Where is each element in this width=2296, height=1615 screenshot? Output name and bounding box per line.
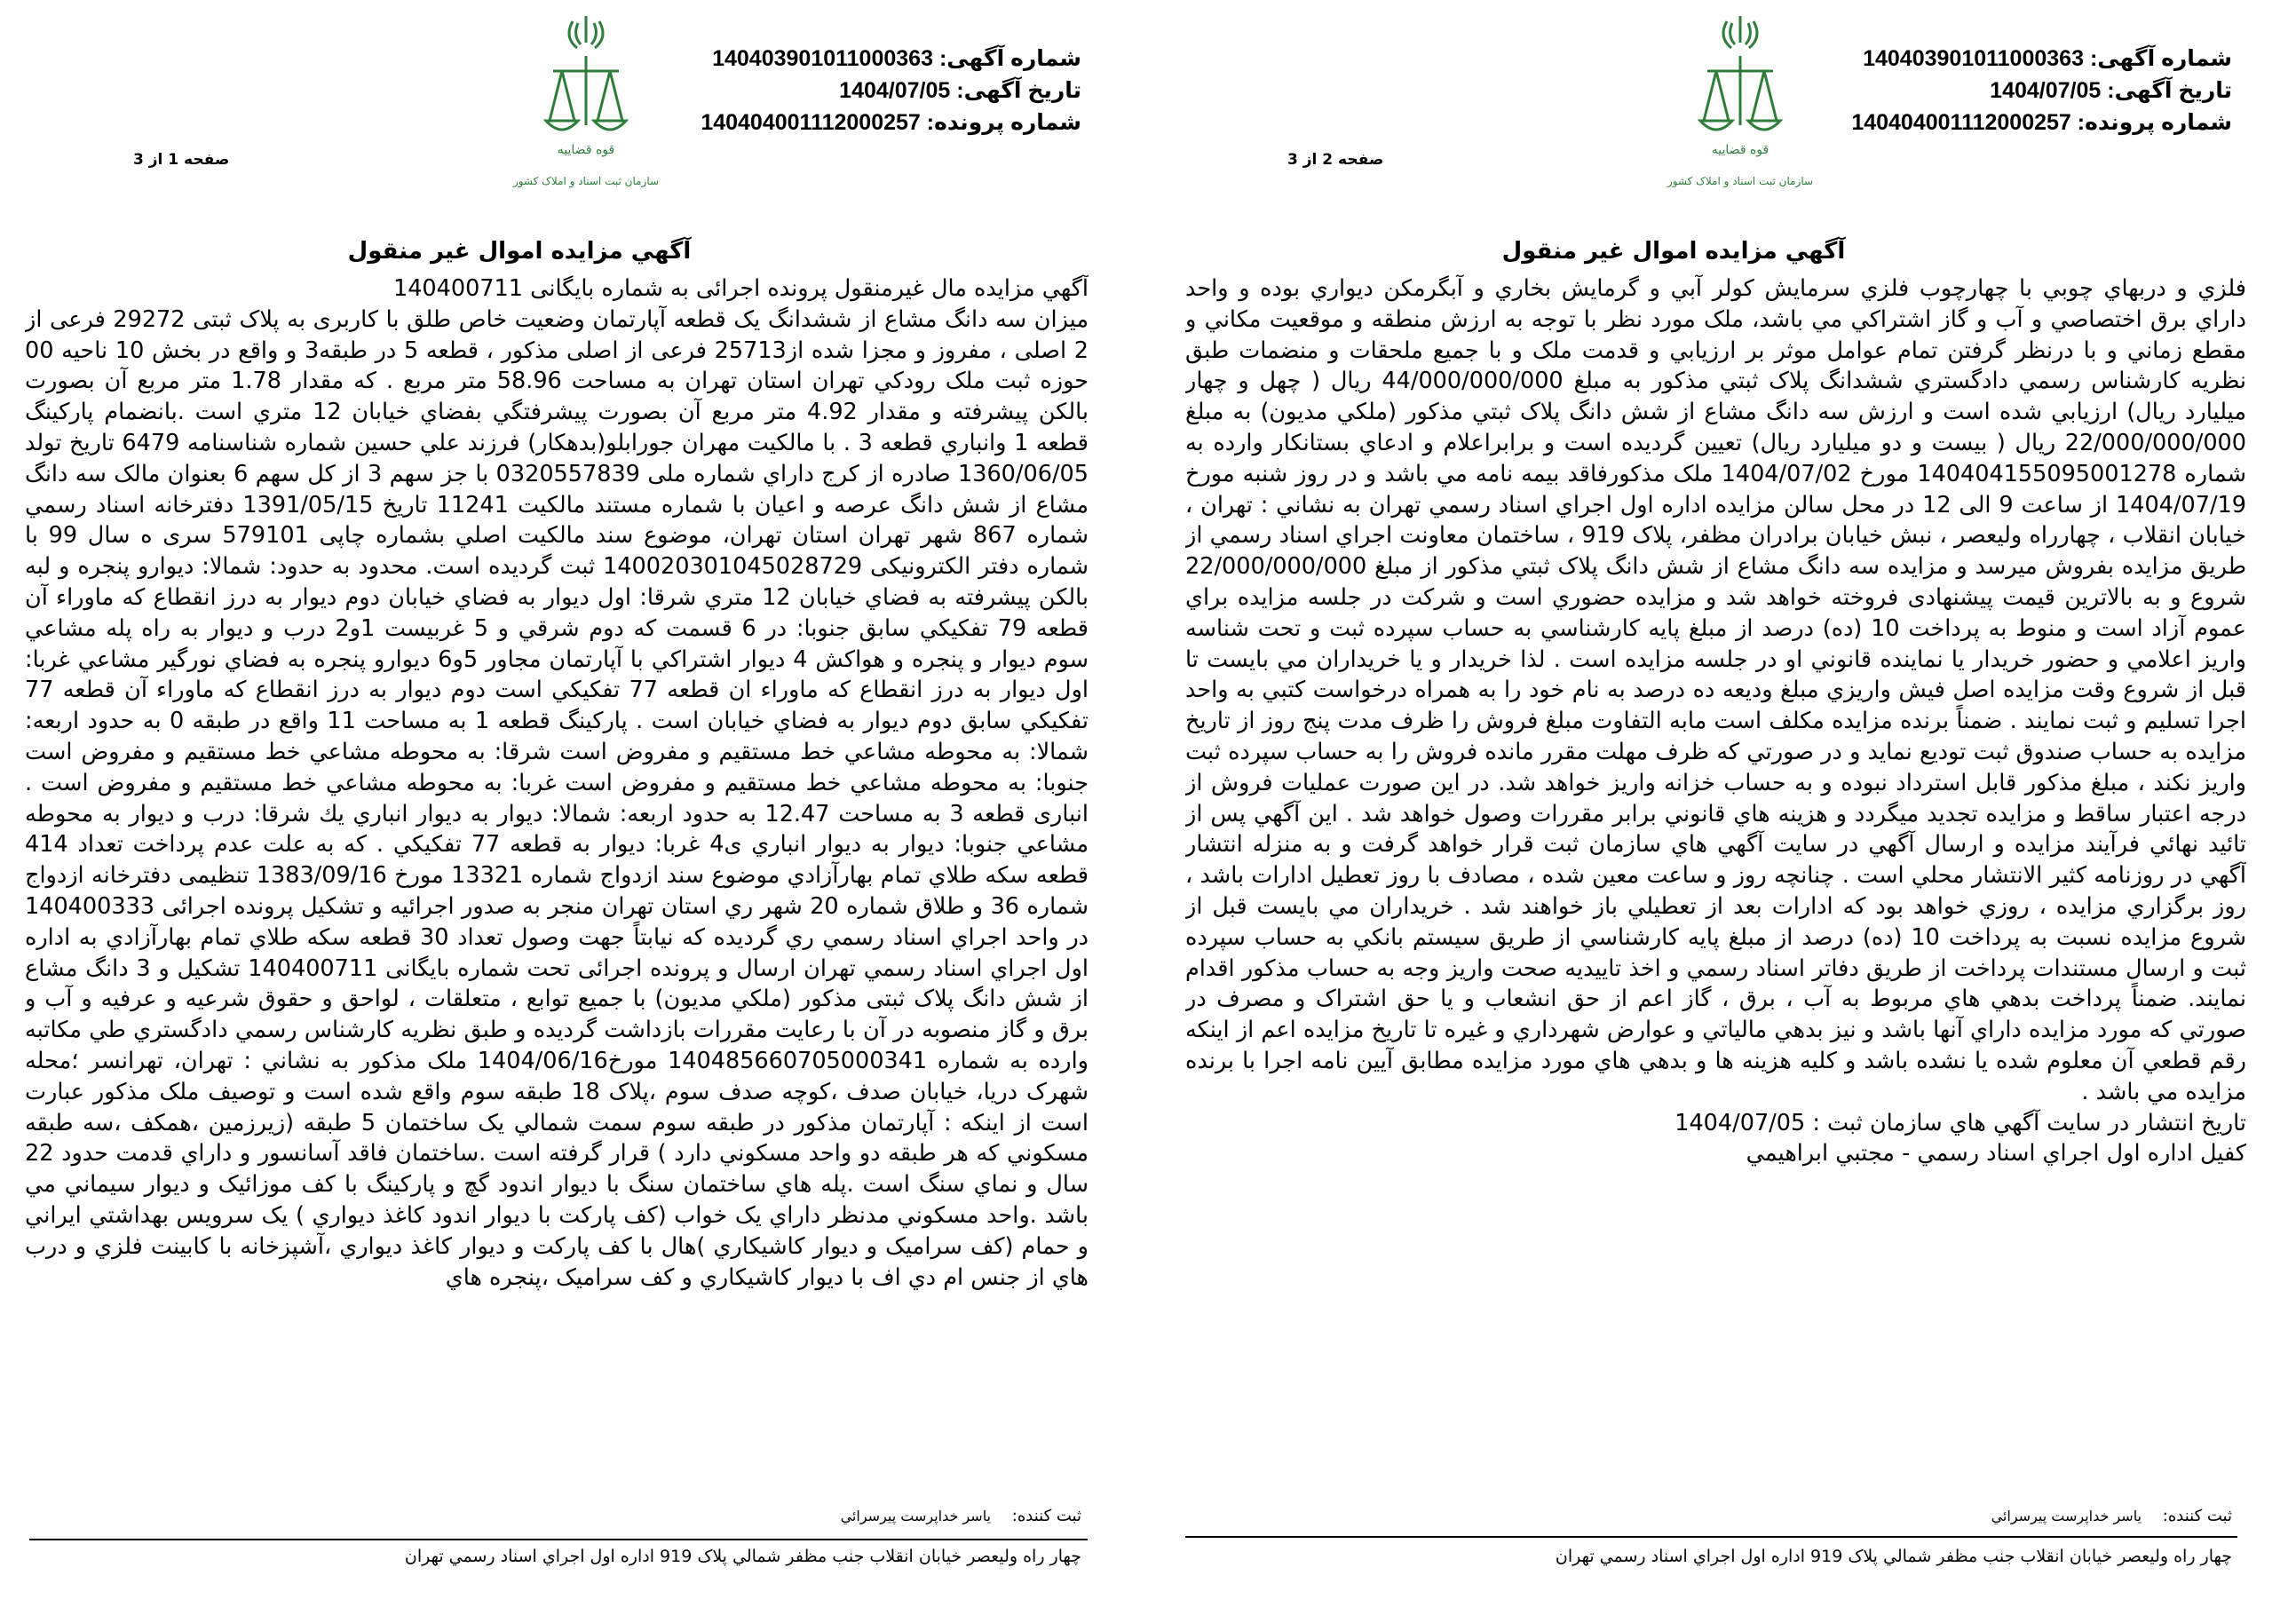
footer-divider xyxy=(29,1539,1088,1540)
footer-address: چهار راه وليعصر خيابان انقلاب جنب مظفر شمالي پلاک 919 اداره اول اجراي اسناد رسمي تهران xyxy=(404,1547,1081,1566)
registrar xyxy=(841,1507,1081,1525)
notice-meta xyxy=(1851,43,2232,139)
ad-number: 140403901011000363 xyxy=(712,46,933,71)
ad-date-label: تاریخ آگهی: xyxy=(956,78,1081,103)
logo-text-line-1: قوه قضاییه xyxy=(557,143,615,157)
registrar-name: ياسر خداپرست پيرسرائي xyxy=(1991,1508,2142,1524)
notice-paragraph: فلزي و دربهاي چوبي با چهارچوب فلزي سرمايش كولر آبي و گرمايش بخاري و آبگرمكن ديواري بوده و واحد داراي برق اختصاصي و آب و گاز اشتراكي مي باشد، ملک مورد نظر با توجه به ارزش منطقه و موقعيت مكاني و مقطع زماني و با درنظر گرفتن تمام عوامل موثر بر ارزيابي و قدمت ملک و با جميع ملحقات و منضمات طبق نظريه كارشناس رسمي دادگستري ششدانگ پلاک ثبتي مذكور به مبلغ 44/000/000/000 ريال ( چهل و چهار ميليارد ريال) ارزيابي شده است و ارزش سه دانگ مشاع از شش دانگ پلاک ثبتي مذكور (ملكي مديون) به مبلغ 22/000/000/000 ريال ( بيست و دو ميليارد ريال) تعيين گرديده است و برابراعلام و ادعاي بستانكار وارده به شماره 140404155095001278 مورخ 1404/07/02 ملک مذكورفاقد بيمه نامه مي باشد و در روز شنبه مورخ 1404/07/19 از ساعت 9 الی 12 در محل سالن مزايده اداره اول اجراي اسناد رسمي تهران به نشاني : تهران ، خيابان انقلاب ، چهارراه وليعصر ، نبش خيابان برادران مظفر، پلاک 919 ، ساختمان معاونت اجراي اسناد رسمي از طريق مزايده بفروش ميرسد و مزايده سه دانگ مشاع از شش دانگ پلاک ثبتي مذكور از مبلغ 22/000/000/000 شروع و به بالاترين قيمت پيشنهادی فروخته خواهد شد و مزايده حضوري است و شركت در جلسه مزايده براي عموم آزاد است و منوط به پرداخت 10 (ده) درصد از مبلغ پايه كارشناسي به حساب سپرده ثبت و تحت شناسه واريز اعلامي و حضور خريدار يا نماينده قانوني او در جلسه مزايده است . لذا خريدار و يا خريداران مي بايست تا قبل از شروع وقت مزايده اصل فيش واريزي مبلغ وديعه ده درصد به نام خود را به همراه درخواست كتبي به واحد اجرا تسليم و ثبت نمايند . ضمناً برنده مزايده مكلف است مابه التفاوت مبلغ فروش را ظرف مدت پنج روز از تاريخ مزايده به حساب صندوق ثبت توديع نمايد و در صورتي كه ظرف مهلت مقرر مانده فروش را به حساب سپرده ثبت واريز نكند ، مبلغ مذكور قابل استرداد نبوده و به حساب خزانه واريز خواهد شد. در اين صورت عمليات فروش از درجه اعتبار ساقط و مزايده تجديد ميگردد و هزينه هاي قانوني برابر مقررات وصول خواهد شد . اين آگهي پس از تائيد نهائي فرآيند مزايده و ارسال آگهي در سايت آگهي هاي سازمان ثبت قرار خواهد گرفت و به منزله انتشار آگهي در روزنامه كثير الانتشار محلي است . چنانچه روز و ساعت معين شده ، مصادف با روز تعطيل ادارات باشد ، روز برگزاري مزايده ، روزي خواهد بود كه ادارات بعد از تعطيلي باز خواهند شد . خريداران مي بايست قبل از شروع مزايده نسبت به پرداخت 10 (ده) درصد از مبلغ پايه كارشناسي از طريق سيستم بانكي به حساب سپرده ثبت و ارسال مستندات پرداخت از طريق دفاتر اسناد رسمي و اخذ تاييديه صحت واريز وجه به حساب مذكور اقدام نمايند. ضمناً پرداخت بدهي هاي مربوط به آب ، برق ، گاز اعم از حق انشعاب و يا حق اشتراک و مصرف در صورتي كه مورد مزايده داراي آنها باشد و نيز بدهي مالياتي و عوارض شهرداري و غيره تا تاريخ مزايده اعم از اينكه رقم قطعي آن معلوم شده يا نشده باشد و كليه هزينه ها و بدهي هاي مورد مزايده مطابق آيين نامه اجرا با برنده مزايده مي باشد . xyxy=(1185,275,2246,1105)
notice-body xyxy=(1185,273,2246,1339)
footer-divider xyxy=(1185,1536,2237,1538)
ad-number-label: شماره آگهی: xyxy=(938,46,1081,71)
notice-paragraph: ميزان سه دانگ مشاع از ششدانگ يک قطعه آپارتمان وضعيت خاص طلق با كاربری به پلاک ثبتی 29272 فرعی از 2 اصلی ، مفروز و مجزا شده از25713 فرعی از اصلی مذكور ، قطعه 5 در طبقه3 و واقع در بخش 10 ناحيه 00 حوزه ثبت ملک رودكي تهران استان تهران به مساحت 58.96 متر مربع . كه مقدار 1.78 متر مربع آن بصورت بالكن پيشرفته و مقدار 4.92 متر مربع آن بصورت پيشرفتگي بفضاي خيابان 12 متري است .بانضمام پاركينگ قطعه 1 وانباري قطعه 3 . با مالكيت مهران جورابلو(بدهكار) فرزند علي حسين شماره شناسنامه 6479 تاريخ تولد 1360/06/05 صادره از كرج داراي شماره ملی 0320557839 با جز سهم 3 از كل سهم 6 بعنوان مالک سه دانگ مشاع از شش دانگ عرصه و اعيان با شماره مستند مالكيت 11241 تاريخ 1391/05/15 دفترخانه اسناد رسمي شماره 867 شهر تهران استان تهران، موضوع سند مالكيت اصلي بشماره چاپی 579101 سری ه سال 99 با شماره دفتر الكترونيكی 140020301045028729 ثبت گرديده است. محدود به حدود: شمالا: ديوارو پنجره و لبه بالكن پيشرفته به فضاي خيابان 12 متري شرقا: اول ديوار به فضاي خيابان دوم ديوار به درز انقطاع كه ماوراء آن قطعه 79 تفكيكي سابق جنوبا: در 6 قسمت كه دوم شرقي و 5 غربيست 1و2 درب و ديوار به راه پله مشاعي سوم ديوار و پنجره و هواكش 4 ديوار اشتراكي با آپارتمان مجاور 5و6 ديوارو پنجره به فضاي نورگير مشاعي غربا: اول ديوار به درز انقطاع كه ماوراء ان قطعه 77 تفكيكي است دوم ديوار به درز انقطاع كه ماوراء آن قطعه 77 تفكيكي سابق دوم ديوار به فضاي خيابان است . پاركينگ قطعه 1 به مساحت 11 واقع در طبقه 0 به حدود اربعه: شمالا: به محوطه مشاعي خط مستقيم و مفروض است شرقا: به محوطه مشاعي خط مستقيم و مفروض است جنوبا: به محوطه مشاعي خط مستقيم و مفروض است غربا: به محوطه مشاعي خط مستقيم و مفروض است . انباری قطعه 3 به مساحت 12.47 به حدود اربعه: شمالا: ديوار به ديوار انباري يك شرقا: درب و ديوار به محوطه مشاعي جنوبا: ديوار به ديوار انباري ی4 غربا: ديوار به قطعه 77 تفكيكي . كه به علت عدم پرداخت تعداد 414 قطعه سكه طلاي تمام بهارآزادي موضوع سند ازدواج شماره 13321 مورخ 1383/09/16 تنظيمی دفترخانه ازدواج شماره 36 و طلاق شماره 20 شهر ري استان تهران منجر به صدور اجرائيه و تشكيل پرونده اجرائی 140400333 در واحد اجراي اسناد رسمي ري گرديده كه نيابتاً جهت وصول تعداد 30 قطعه سكه طلاي تمام بهارآزادي به اداره اول اجراي اسناد رسمي تهران ارسال و پرونده اجرائی تحت شماره بايگانی 140400711 تشكيل و 3 دانگ مشاع از شش دانگ پلاک ثبتی مذكور (ملكي مديون) با جميع توابع ، متعلقات ، لواحق و حقوق شرعيه و عرفيه و آب و برق و گاز منصوبه در آن با رعايت مقررات بازداشت گرديده و طبق نظريه كارشناس رسمي دادگستري طي مكاتبه وارده به شماره 140485660705000341 مورخ1404/06/16 ملک مذكور به نشاني : تهران، تهرانسر ؛محله شهرک دريا، خيابان صدف ،كوچه صدف سوم ،پلاک 18 طبقه سوم واقع شده است و توصيف ملک مذكور عبارت است از اينكه : آپارتمان مذكور در طبقه سوم سمت شمالي يک ساختمان 5 طبقه (زيرزمين ،همكف ،سه طبقه مسكوني كه هر طبقه دو واحد مسكوني دارد ) قرار گرفته است .ساختمان فاقد آسانسور و داراي قدمت حدود 22 سال و نماي سنگ است .پله هاي ساختمان سنگ با ديوار اندود گچ و پاركينگ با كف موزائيک و ديوار سيماني مي باشد .واحد مسكوني مدنظر داراي يک خواب (كف پاركت با ديوار اندود كاغذ ديواري ) يک سرويس بهداشتي ايراني و حمام (كف سراميک و ديوار كاشيكاري )هال با كف پاركت و ديوار كاغذ ديواري ،آشپزخانه با كابينت فلزي و درب هاي از جنس ام دي اف با ديوار كاشيكاري و كف سراميک ،پنجره هاي xyxy=(25,305,1089,1291)
publication-date: تاريخ انتشار در سايت آگهي هاي سازمان ثبت : 1404/07/05 xyxy=(1674,1109,2246,1136)
judiciary-logo-icon xyxy=(1665,7,1816,198)
registrar-label: ثبت كننده: xyxy=(2162,1507,2232,1525)
page-indicator: صفحه 2 از 3 xyxy=(1287,151,1384,169)
judiciary-logo-icon xyxy=(511,7,661,198)
notice-body xyxy=(25,273,1089,1503)
notice-title: آگهي مزايده اموال غير منقول xyxy=(347,238,692,265)
logo-text-line-2: سازمان ثبت اسناد و املاک کشور xyxy=(1667,175,1814,187)
case-number-label: شماره پرونده: xyxy=(926,110,1081,135)
registrar xyxy=(1991,1507,2232,1525)
ad-number: 140403901011000363 xyxy=(1863,46,2084,71)
registrar-label: ثبت كننده: xyxy=(1011,1507,1081,1525)
footer-address: چهار راه وليعصر خيابان انقلاب جنب مظفر شمالي پلاک 919 اداره اول اجراي اسناد رسمي تهران xyxy=(1555,1547,2232,1566)
case-number: 140404001112000257 xyxy=(1851,110,2071,135)
logo-text-line-2: سازمان ثبت اسناد و املاک کشور xyxy=(512,175,660,187)
case-number-label: شماره پرونده: xyxy=(2077,110,2232,135)
registrar-name: ياسر خداپرست پيرسرائي xyxy=(840,1508,992,1524)
notice-title: آگهي مزايده اموال غير منقول xyxy=(1501,238,1846,265)
ad-date: 1404/07/05 xyxy=(1990,78,2102,103)
notice-page-1 xyxy=(0,0,1145,1615)
ad-date-label: تاریخ آگهی: xyxy=(2107,78,2232,103)
case-number: 140404001112000257 xyxy=(701,110,921,135)
logo-text-line-1: قوه قضاییه xyxy=(1711,143,1770,157)
page-indicator: صفحه 1 از 3 xyxy=(133,151,230,169)
notice-meta xyxy=(701,43,1081,139)
notice-paragraph: آگهي مزايده مال غيرمنقول پرونده اجرائی به شماره بايگانی 140400711 xyxy=(392,275,1089,302)
notice-page-2 xyxy=(1154,0,2296,1615)
signatory: كفيل اداره اول اجراي اسناد رسمي - مجتبي ابراهيمي xyxy=(1746,1140,2246,1168)
ad-number-label: شماره آگهی: xyxy=(2089,46,2232,71)
ad-date: 1404/07/05 xyxy=(839,78,951,103)
